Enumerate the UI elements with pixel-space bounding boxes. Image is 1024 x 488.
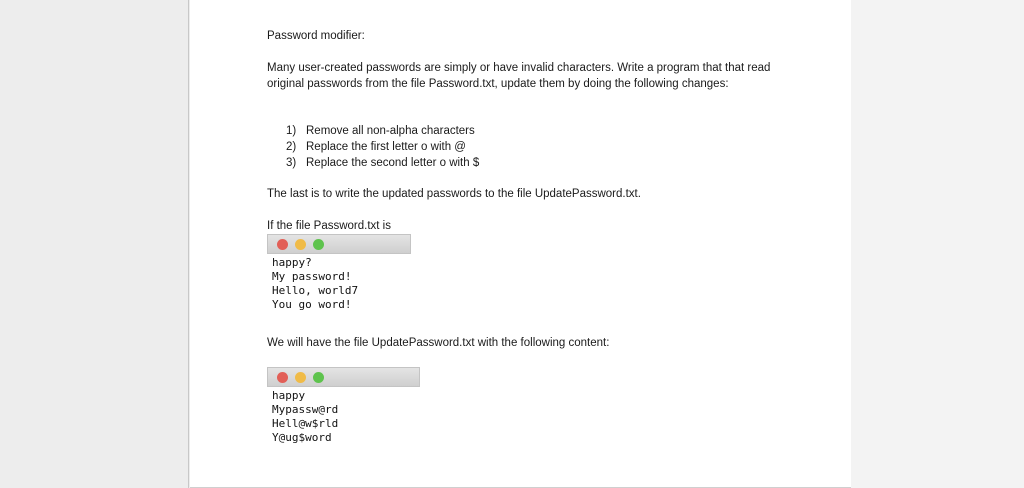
terminal-line: Hell@w$rld (272, 417, 339, 430)
output-file-caption: We will have the file UpdatePassword.txt with the following content: (267, 337, 610, 349)
terminal-line: Y@ug$word (272, 431, 332, 444)
last-step-paragraph: The last is to write the updated passwords to the file UpdatePassword.txt. (267, 188, 641, 200)
terminal-line: My password! (272, 270, 352, 283)
maximize-dot-icon (313, 239, 324, 250)
terminal-title-bar (267, 234, 411, 254)
maximize-dot-icon (313, 372, 324, 383)
list-item (286, 123, 479, 139)
step-number: 1) (286, 125, 297, 137)
list-item (286, 155, 479, 171)
minimize-dot-icon (295, 239, 306, 250)
terminal-line: Hello, world7 (272, 284, 359, 297)
document-page (190, 0, 851, 488)
intro-paragraph: Many user-created passwords are simply or have invalid characters. Write a program that that read original passwords from the file Password.txt, update them by doing the following changes: (267, 62, 771, 90)
input-terminal-body (267, 254, 411, 312)
step-number: 2) (286, 141, 297, 153)
terminal-line: Mypassw@rd (272, 403, 339, 416)
step-text: Remove all non-alpha characters (306, 125, 475, 137)
steps-list (286, 123, 479, 171)
terminal-line: You go word! (272, 298, 352, 311)
right-margin-area (851, 0, 1024, 488)
input-terminal-window (267, 234, 411, 312)
step-number: 3) (286, 157, 297, 169)
terminal-line: happy (272, 389, 306, 402)
close-dot-icon (277, 239, 288, 250)
left-margin-area (0, 0, 189, 488)
close-dot-icon (277, 372, 288, 383)
step-text: Replace the first letter o with @ (306, 141, 466, 153)
document-title: Password modifier: (267, 30, 365, 42)
step-text: Replace the second letter o with $ (306, 157, 480, 169)
output-terminal-body (267, 387, 420, 445)
input-file-caption: If the file Password.txt is (267, 220, 391, 232)
list-item (286, 139, 479, 155)
terminal-line: happy? (272, 256, 312, 269)
output-terminal-window (267, 367, 420, 445)
minimize-dot-icon (295, 372, 306, 383)
terminal-title-bar (267, 367, 420, 387)
